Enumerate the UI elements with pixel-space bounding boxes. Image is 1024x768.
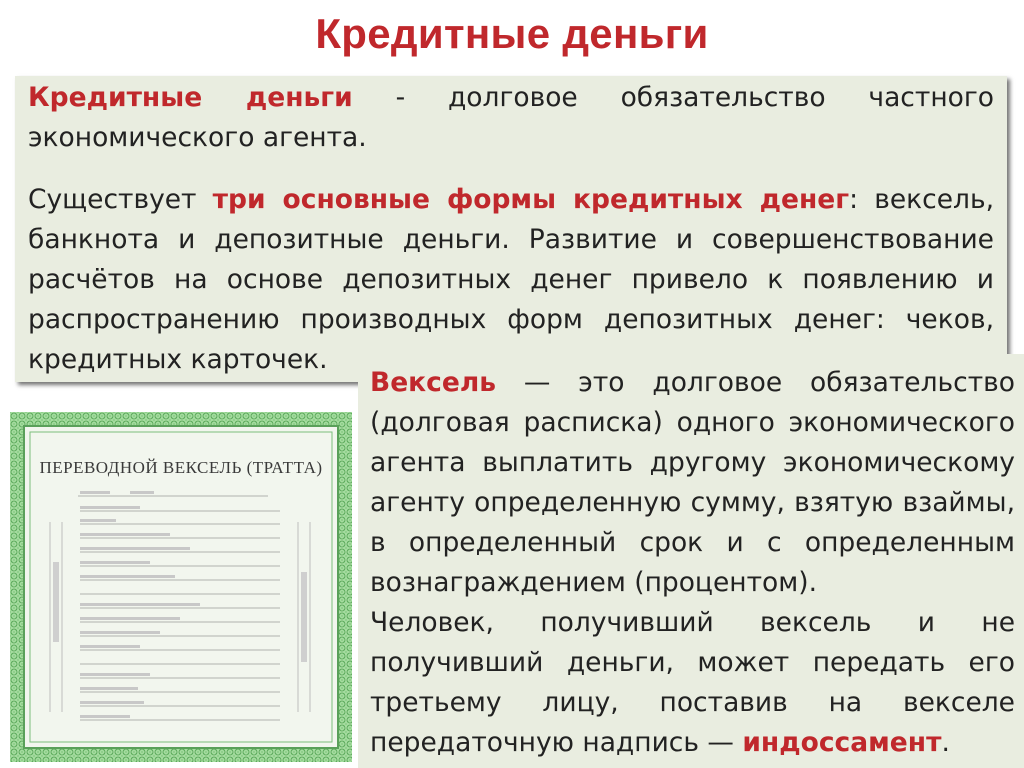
bill-title: ПЕРЕВОДНОЙ ВЕКСЕЛЬ (ТРАТТА) bbox=[39, 458, 323, 477]
definition-paragraph bbox=[28, 78, 994, 158]
veksel-term: Вексель bbox=[370, 367, 497, 398]
forms-text: : вексель, банкнота и депозитные деньги. Развитие и совершенствование расчётов на основе депозитных денег привело к появлению и распространению производных форм депозитных денег: чеков, кредитных карточек. bbox=[28, 184, 995, 375]
veksel-end: . bbox=[941, 727, 950, 758]
forms-highlight: три основные формы кредитных денег bbox=[212, 184, 850, 215]
veksel-text: — это долговое обязательство (долговая расписка) одного экономического агента выплатить другому экономическому агенту определенную сумму, взятую взаймы, в определенный срок и с определенным вознаграждением (процентом). bbox=[370, 367, 1015, 598]
definition-text: - долговое обязательство частного экономического агента. bbox=[28, 82, 994, 153]
veksel-second-text: Человек, получивший вексель и не получивший деньги, может передать его третьему лицу, поставив на векселе передаточную надпись — bbox=[370, 607, 1015, 758]
veksel-paragraph bbox=[370, 363, 1015, 763]
definition-term: Кредитные деньги bbox=[28, 82, 353, 113]
bill-of-exchange-image bbox=[10, 412, 352, 762]
slide-title: Кредитные деньги bbox=[315, 10, 709, 57]
forms-lead: Существует bbox=[28, 184, 213, 215]
forms-paragraph bbox=[28, 180, 994, 380]
endorsement-term: индоссамент bbox=[742, 727, 942, 758]
